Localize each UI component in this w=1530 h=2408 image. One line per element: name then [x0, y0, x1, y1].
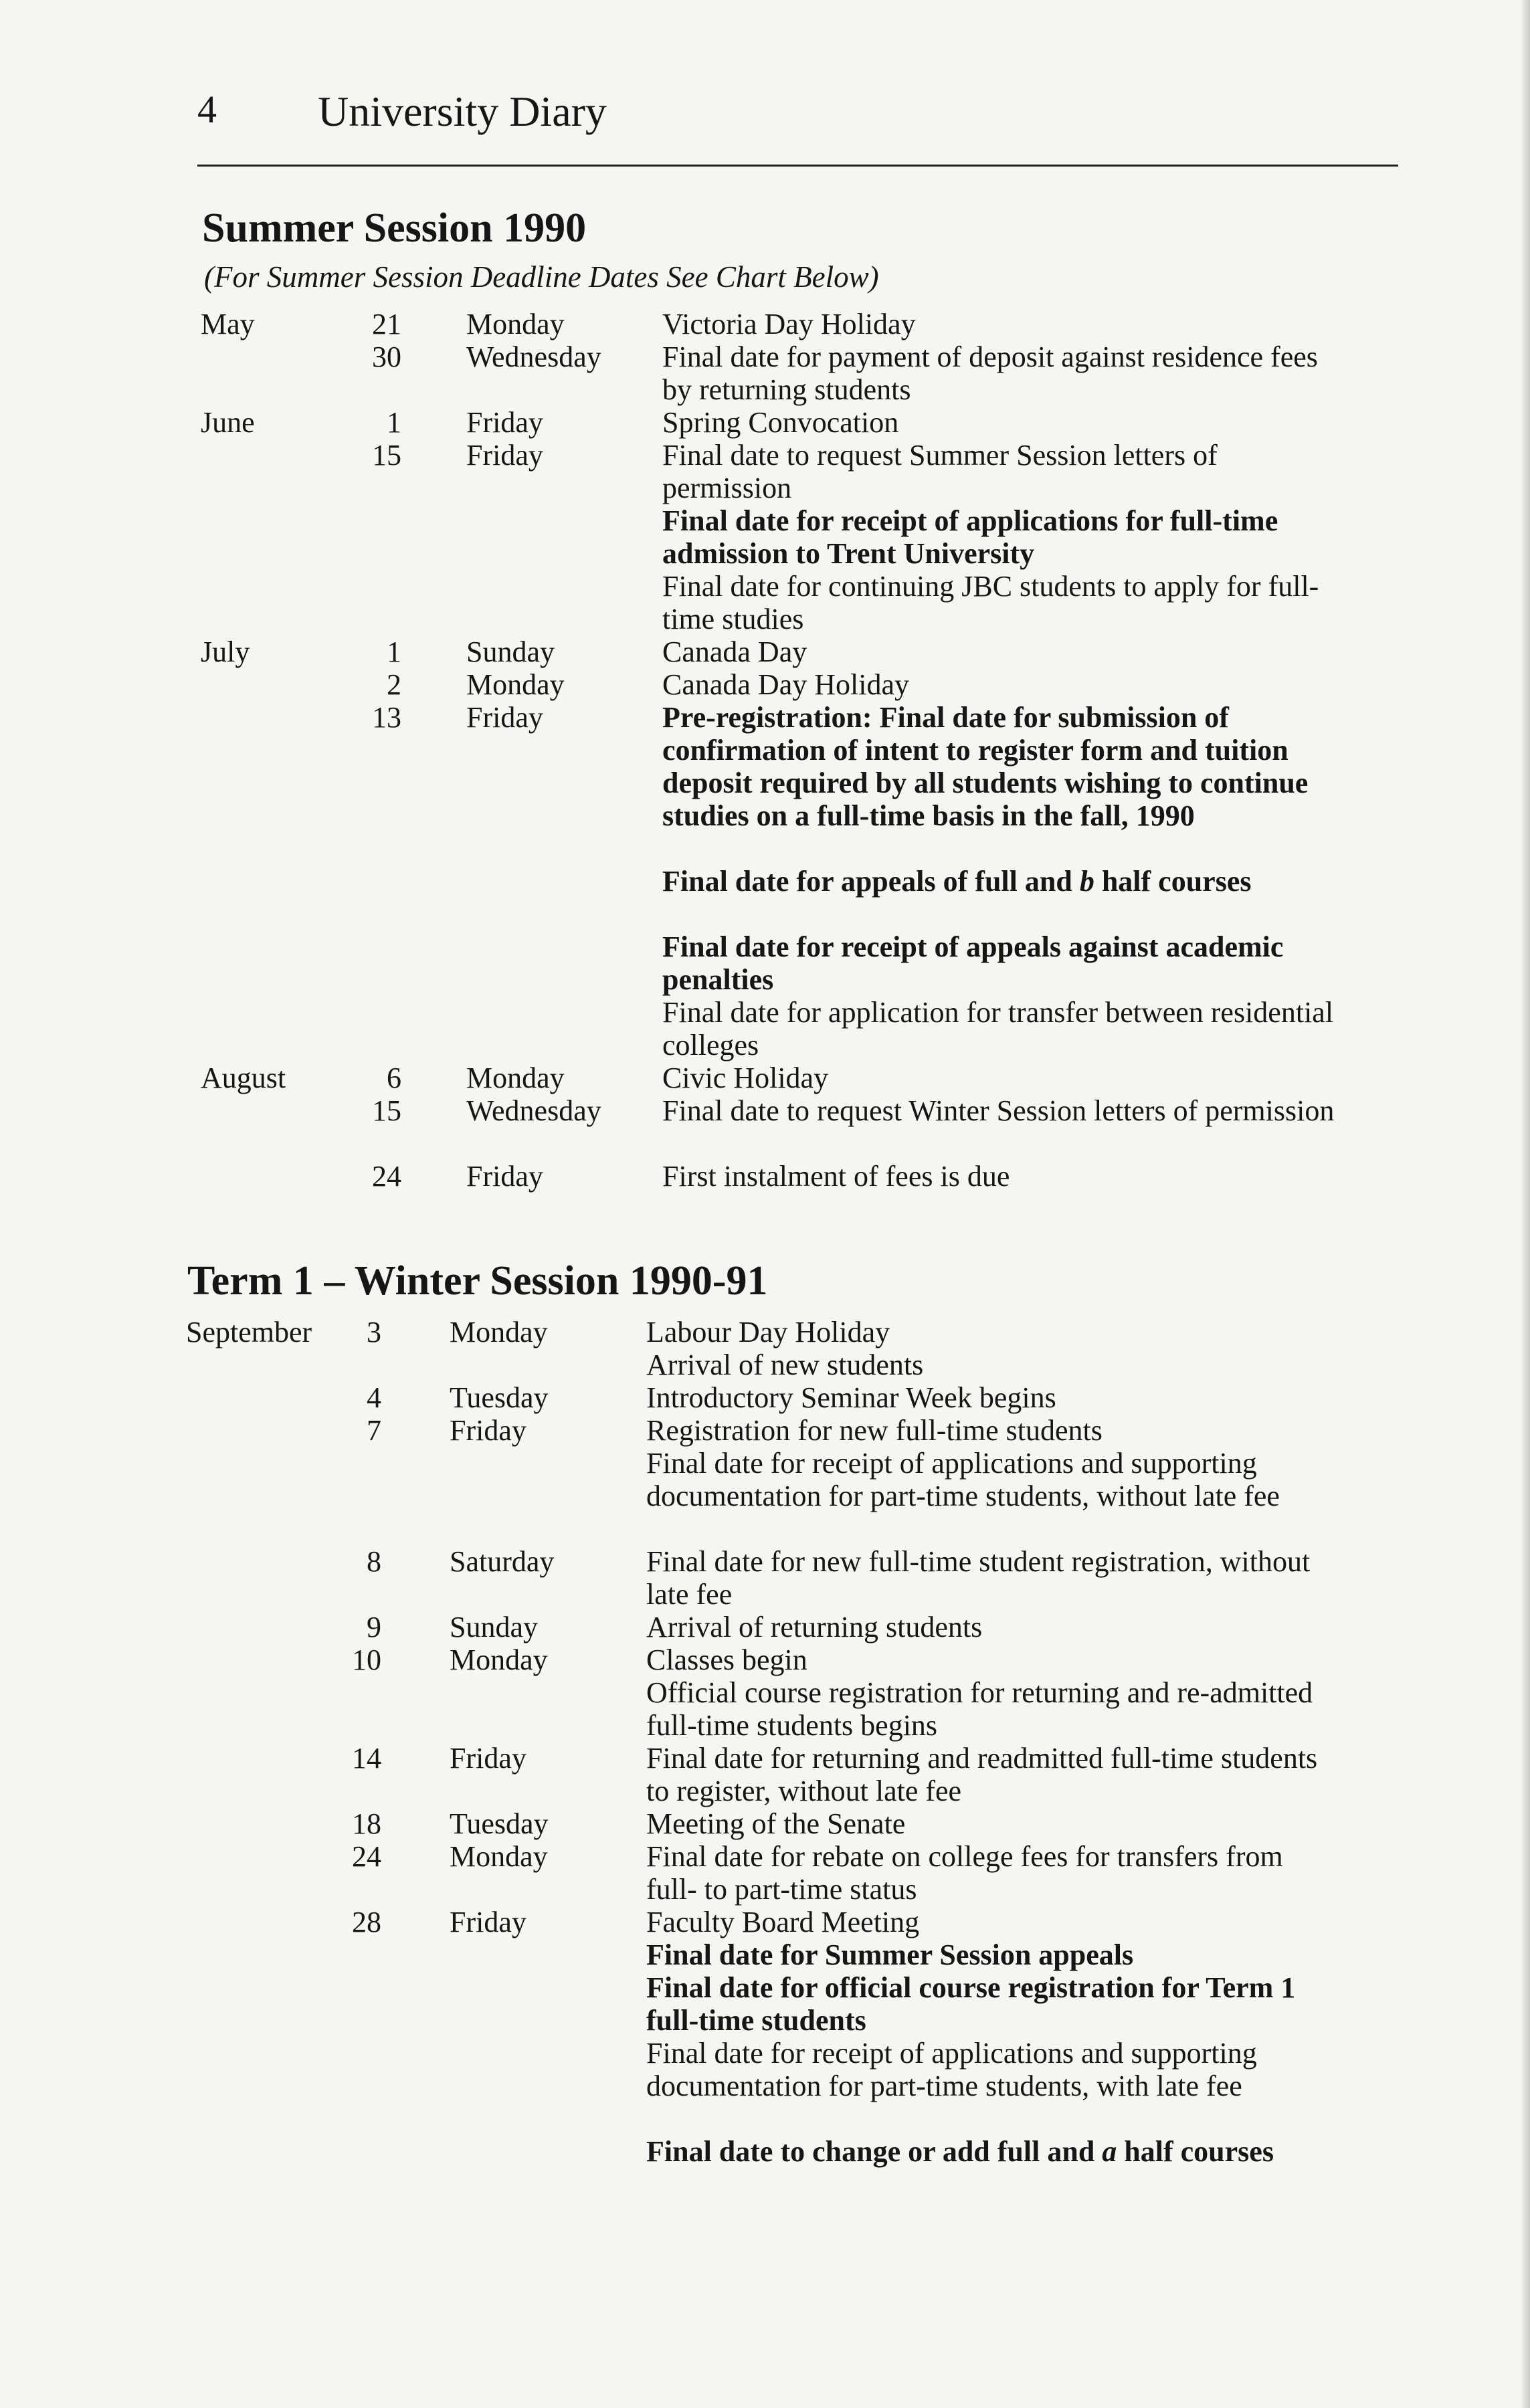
calendar-entry [0, 1348, 1530, 1381]
calendar-entry [0, 2135, 1530, 2201]
event-description: Official course registration for returning and re-admitted full-time students begins [646, 1676, 1313, 1742]
event-description: Final date for returning and readmitted full-time students to register, without late fee [646, 1742, 1318, 1807]
weekday-label: Friday [466, 1160, 543, 1193]
calendar-entry [0, 340, 1530, 406]
day-number: 10 [352, 1643, 381, 1676]
calendar-entry [0, 1611, 1530, 1643]
calendar-entry [0, 406, 1530, 439]
calendar-entry [0, 1643, 1530, 1676]
day-number: 2 [387, 668, 401, 701]
calendar-entry [0, 1062, 1530, 1094]
weekday-label: Friday [450, 1906, 527, 1938]
important-deadline-text: Final date for receipt of applications for full-time admission to Trent University [662, 504, 1278, 570]
weekday-label: Monday [450, 1840, 548, 1873]
day-number: 24 [372, 1160, 401, 1193]
event-description: Final date to request Winter Session letters of permission [662, 1094, 1335, 1127]
day-number: 1 [387, 635, 401, 668]
event-description: Meeting of the Senate [646, 1807, 906, 1840]
calendar-entry [0, 1447, 1530, 1545]
event-description: Final date for payment of deposit against residence fees by returning students [662, 340, 1318, 406]
event-description: Canada Day [662, 635, 807, 668]
weekday-label: Wednesday [466, 340, 601, 373]
important-deadline-text: Final date for Summer Session appeals [646, 1938, 1134, 1971]
event-description: Final date for continuing JBC students to apply for full-time studies [662, 570, 1319, 635]
event-description: Final date for application for transfer between residential colleges [662, 996, 1334, 1062]
event-description: Final date for rebate on college fees for transfers from full- to part-time status [646, 1840, 1283, 1906]
event-description: Registration for new full-time students [646, 1414, 1103, 1447]
weekday-label: Tuesday [450, 1381, 549, 1414]
calendar-entry [0, 1971, 1530, 2037]
important-deadline-text: Pre-registration: Final date for submission of confirmation of intent to register form and tuition deposit required by all students wishing to continue studies on a full-time basis in the fall, 1990 [662, 701, 1309, 832]
month-label: September [186, 1316, 312, 1348]
day-number: 9 [367, 1611, 381, 1643]
day-number: 24 [352, 1840, 381, 1873]
page-number: 4 [197, 88, 217, 131]
weekday-label: Monday [466, 1062, 565, 1094]
calendar-entry [0, 1414, 1530, 1447]
calendar-entry [0, 1545, 1530, 1611]
month-label: June [201, 406, 255, 439]
scan-edge-shadow [1521, 0, 1530, 2408]
important-deadline-text: Final date for official course registration for Term 1 full-time students [646, 1971, 1296, 2037]
calendar-entry [0, 1742, 1530, 1807]
day-number: 15 [372, 1094, 401, 1127]
day-number: 6 [387, 1062, 401, 1094]
weekday-label: Monday [466, 668, 565, 701]
event-description: Victoria Day Holiday [662, 308, 916, 340]
important-deadline-text: Final date for receipt of appeals against academic penalties [662, 930, 1284, 996]
event-description: Final date for receipt of applications and supporting documentation for part-time students, without late fee [646, 1447, 1280, 1512]
day-number: 21 [372, 308, 401, 340]
weekday-label: Monday [450, 1643, 548, 1676]
event-description: Civic Holiday [662, 1062, 829, 1094]
term1-heading: Term 1 – Winter Session 1990-91 [187, 1258, 768, 1304]
month-label: July [201, 635, 250, 668]
day-number: 4 [367, 1381, 381, 1414]
calendar-entry [0, 1160, 1530, 1193]
event-description: Introductory Seminar Week begins [646, 1381, 1056, 1414]
weekday-label: Wednesday [466, 1094, 601, 1127]
event-description: Arrival of new students [646, 1348, 924, 1381]
event-description: Classes begin [646, 1643, 807, 1676]
calendar-entry [0, 930, 1530, 996]
day-number: 18 [352, 1807, 381, 1840]
important-deadline-text: Final date for appeals of full and b half courses [662, 865, 1252, 898]
weekday-label: Friday [450, 1414, 527, 1447]
important-deadline-text: Final date to change or add full and a half courses [646, 2135, 1274, 2168]
month-label: May [201, 308, 255, 340]
calendar-entry [0, 865, 1530, 930]
day-number: 3 [367, 1316, 381, 1348]
calendar-entry [0, 2037, 1530, 2135]
calendar-entry [0, 1381, 1530, 1414]
summer-session-subheading: (For Summer Session Deadline Dates See Chart Below) [204, 260, 879, 294]
weekday-label: Friday [466, 406, 543, 439]
day-number: 14 [352, 1742, 381, 1775]
weekday-label: Friday [466, 439, 543, 472]
calendar-entry [0, 668, 1530, 701]
weekday-label: Monday [450, 1316, 548, 1348]
calendar-entry [0, 439, 1530, 504]
calendar-entry [0, 996, 1530, 1062]
header-rule [197, 165, 1398, 167]
event-description: Final date to request Summer Session letters of permission [662, 439, 1218, 504]
day-number: 7 [367, 1414, 381, 1447]
event-description: Canada Day Holiday [662, 668, 909, 701]
event-description: Final date for receipt of applications and supporting documentation for part-time students, with late fee [646, 2037, 1257, 2102]
weekday-label: Sunday [450, 1611, 538, 1643]
weekday-label: Sunday [466, 635, 555, 668]
weekday-label: Monday [466, 308, 565, 340]
event-description: Arrival of returning students [646, 1611, 983, 1643]
calendar-entry [0, 1906, 1530, 1938]
diary-title: University Diary [318, 88, 607, 135]
calendar-entry [0, 1676, 1530, 1742]
event-description: Spring Convocation [662, 406, 899, 439]
day-number: 15 [372, 439, 401, 472]
calendar-entry [0, 1840, 1530, 1906]
day-number: 8 [367, 1545, 381, 1578]
calendar-entry [0, 1316, 1530, 1348]
day-number: 1 [387, 406, 401, 439]
calendar-entry [0, 701, 1530, 865]
day-number: 28 [352, 1906, 381, 1938]
weekday-label: Tuesday [450, 1807, 549, 1840]
event-description: First instalment of fees is due [662, 1160, 1010, 1193]
event-description: Final date for new full-time student registration, without late fee [646, 1545, 1311, 1611]
calendar-entry [0, 504, 1530, 570]
day-number: 30 [372, 340, 401, 373]
calendar-entry [0, 1807, 1530, 1840]
weekday-label: Saturday [450, 1545, 555, 1578]
summer-session-heading: Summer Session 1990 [202, 205, 587, 251]
day-number: 13 [372, 701, 401, 734]
weekday-label: Friday [450, 1742, 527, 1775]
calendar-entry [0, 1094, 1530, 1160]
month-label: August [201, 1062, 286, 1094]
weekday-label: Friday [466, 701, 543, 734]
calendar-entry [0, 635, 1530, 668]
calendar-entry [0, 1938, 1530, 1971]
calendar-entry [0, 308, 1530, 340]
event-description: Labour Day Holiday [646, 1316, 890, 1348]
event-description: Faculty Board Meeting [646, 1906, 920, 1938]
calendar-entry [0, 570, 1530, 635]
